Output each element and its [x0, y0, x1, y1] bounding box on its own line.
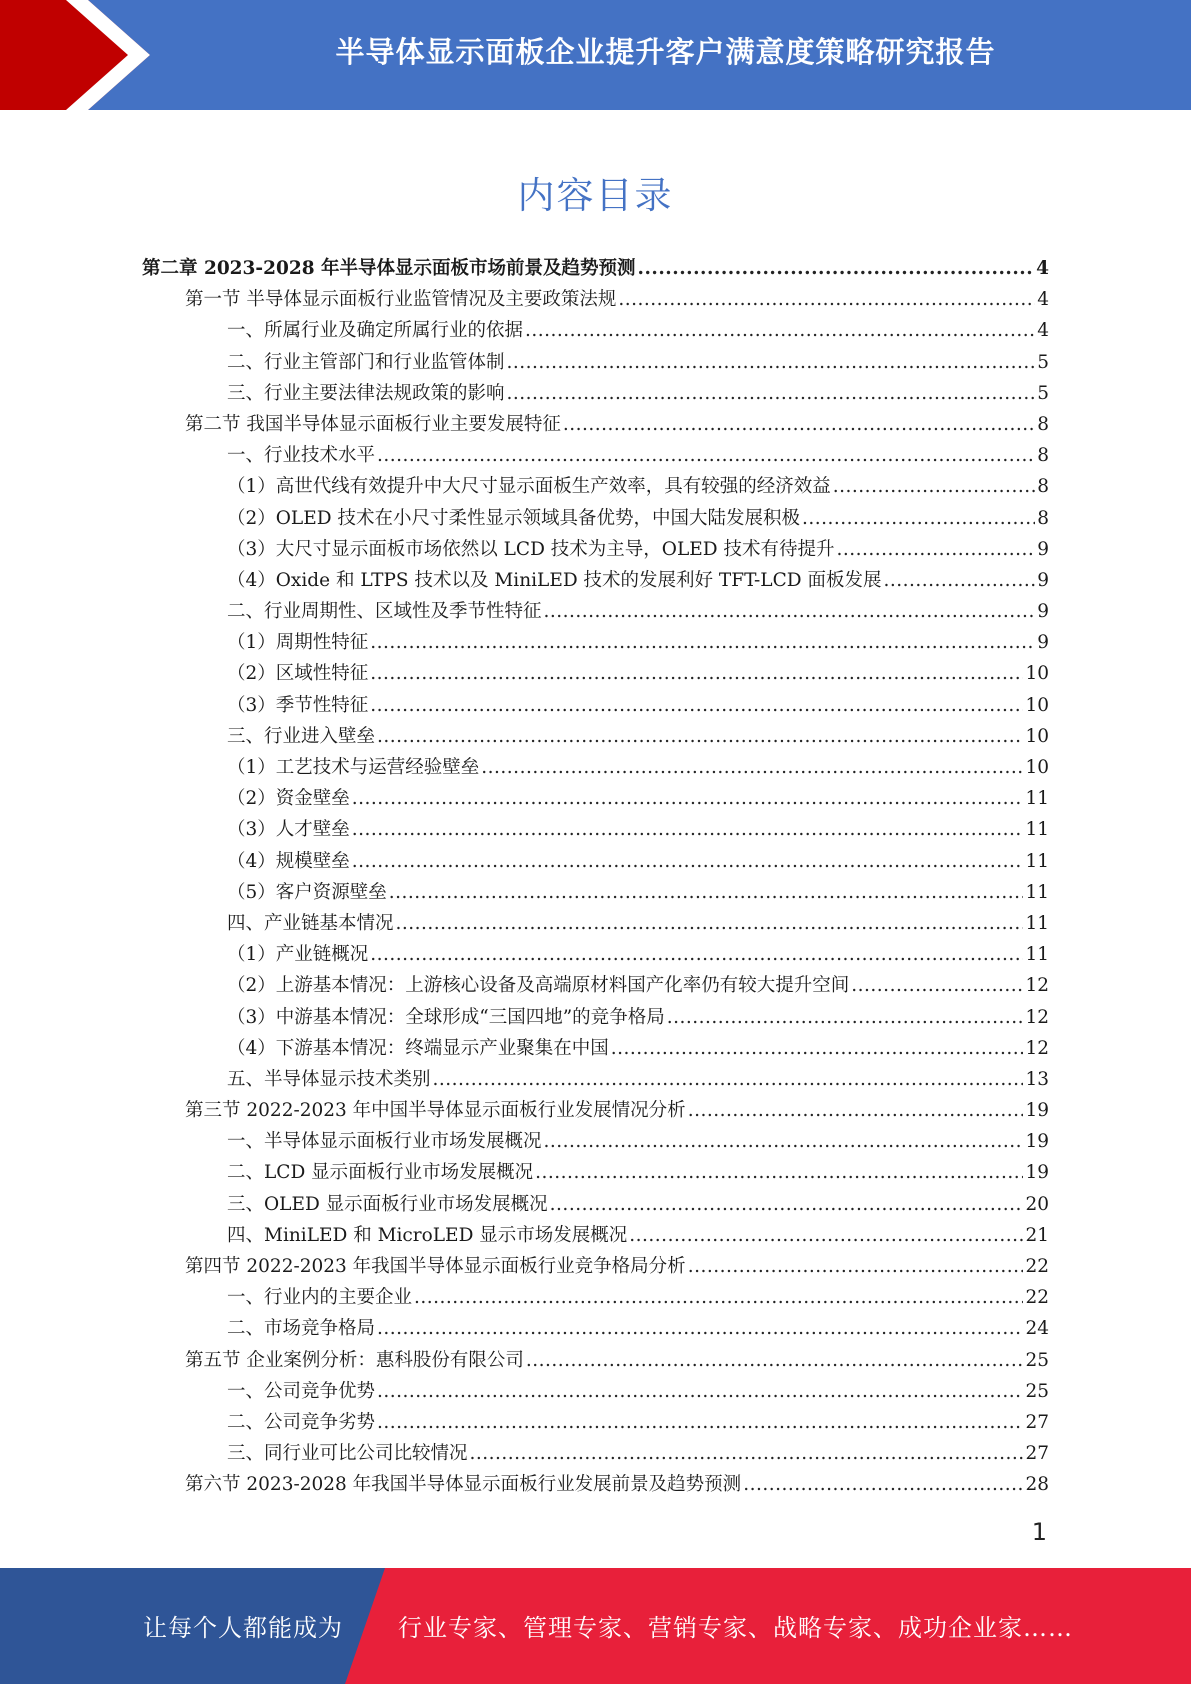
toc-entry-title: （3）季节性特征 [227, 694, 369, 716]
toc-entry[interactable] [142, 1095, 1049, 1126]
toc-entry-title: 第六节 2023-2028 年我国半导体显示面板行业发展前景及趋势预测 [185, 1474, 742, 1496]
toc-entry-title: 一、公司竞争优势 [227, 1380, 376, 1402]
toc-dot-leader [667, 1002, 1024, 1033]
toc-dot-leader [688, 1095, 1024, 1126]
footer-slogan-right: 行业专家、管理专家、营销专家、战略专家、成功企业家…… [398, 1614, 1073, 1642]
toc-dot-leader [433, 1064, 1024, 1095]
toc-entry[interactable] [142, 409, 1049, 440]
toc-entry[interactable] [142, 939, 1049, 970]
toc-entry[interactable] [142, 1189, 1049, 1220]
toc-entry[interactable] [142, 565, 1049, 596]
toc-entry[interactable] [142, 347, 1049, 378]
toc-page-number: 5 [1037, 351, 1049, 373]
toc-entry[interactable] [142, 378, 1049, 409]
toc-entry-title: 三、同行业可比公司比较情况 [227, 1443, 468, 1465]
toc-entry[interactable] [142, 534, 1049, 565]
toc-dot-leader [377, 1376, 1023, 1407]
toc-page-number: 12 [1025, 975, 1049, 997]
toc-dot-leader [370, 627, 1035, 658]
header-banner [0, 0, 1191, 110]
toc-entry[interactable] [142, 471, 1049, 502]
toc-entry[interactable] [142, 783, 1049, 814]
toc-entry[interactable] [142, 1033, 1049, 1064]
toc-dot-leader [851, 970, 1023, 1001]
toc-page-number: 28 [1025, 1474, 1049, 1496]
toc-entry-title: 一、行业内的主要企业 [227, 1287, 413, 1309]
toc-entry[interactable] [142, 315, 1049, 346]
toc-page-number: 8 [1037, 507, 1049, 529]
toc-entry[interactable] [142, 596, 1049, 627]
toc-page-number: 11 [1025, 819, 1049, 841]
toc-entry-title: （3）人才壁垒 [227, 819, 350, 841]
toc-entry[interactable] [142, 627, 1049, 658]
toc-entry[interactable] [142, 970, 1049, 1001]
toc-entry-title: （4）Oxide 和 LTPS 技术以及 MiniLED 技术的发展利好 TFT-LCD 面板发展 [227, 569, 882, 591]
toc-entry-title: 二、行业主管部门和行业监管体制 [227, 351, 505, 373]
toc-entry-title: 三、行业进入壁垒 [227, 725, 376, 747]
toc-entry-title: 第五节 企业案例分析：惠科股份有限公司 [185, 1349, 524, 1371]
toc-dot-leader [389, 877, 1024, 908]
page-number: 1 [1031, 1518, 1047, 1546]
toc-entry[interactable] [142, 1438, 1049, 1469]
toc-dot-leader [836, 534, 1035, 565]
toc-dot-leader [396, 908, 1024, 939]
toc-entry[interactable] [142, 1282, 1049, 1313]
page-title: 内容目录 [517, 174, 674, 217]
table-of-contents [142, 253, 1049, 1501]
toc-page-number: 22 [1025, 1287, 1049, 1309]
toc-dot-leader [370, 658, 1023, 689]
toc-entry-title: （1）工艺技术与运营经验壁垒 [227, 757, 480, 778]
toc-entry[interactable] [142, 1002, 1049, 1033]
toc-entry[interactable] [142, 1313, 1049, 1344]
toc-entry-title: （1）产业链概况 [227, 944, 369, 966]
toc-entry-title: （3）中游基本情况：全球形成“三国四地”的竞争格局 [227, 1006, 665, 1028]
toc-entry[interactable] [142, 690, 1049, 721]
toc-entry[interactable] [142, 503, 1049, 534]
toc-dot-leader [507, 378, 1036, 409]
toc-page-number: 8 [1037, 476, 1049, 498]
toc-dot-leader [544, 596, 1036, 627]
toc-page-number: 10 [1025, 757, 1049, 778]
toc-entry[interactable] [142, 877, 1049, 908]
toc-entry[interactable] [142, 1469, 1049, 1500]
toc-entry[interactable] [142, 1407, 1049, 1438]
toc-dot-leader [544, 1126, 1024, 1157]
toc-entry-title: 一、行业技术水平 [227, 445, 376, 467]
toc-dot-leader [525, 315, 1035, 346]
toc-entry-title: （2）上游基本情况：上游核心设备及高端原材料国产化率仍有较大提升空间 [227, 975, 850, 997]
toc-entry[interactable] [142, 752, 1049, 783]
toc-dot-leader [352, 814, 1024, 845]
toc-dot-leader [377, 721, 1023, 752]
toc-page-number: 21 [1025, 1224, 1049, 1246]
footer-slogan-left: 让每个人都能成为 [143, 1614, 343, 1642]
toc-entry-title: （4）下游基本情况：终端显示产业聚集在中国 [227, 1037, 609, 1059]
toc-entry[interactable] [142, 1220, 1049, 1251]
toc-entry-title: （1）周期性特征 [227, 632, 369, 654]
toc-page-number: 25 [1025, 1349, 1049, 1371]
toc-entry-title: 第二节 我国半导体显示面板行业主要发展特征 [185, 413, 561, 435]
toc-entry-title: 第四节 2022-2023 年我国半导体显示面板行业竞争格局分析 [185, 1256, 686, 1277]
toc-entry-title: 四、产业链基本情况 [227, 912, 394, 934]
toc-page-number: 11 [1025, 944, 1049, 966]
toc-entry-title: 第二章 2023-2028 年半导体显示面板市场前景及趋势预测 [142, 258, 636, 279]
toc-dot-leader [833, 471, 1035, 502]
toc-page-number: 10 [1025, 663, 1049, 685]
toc-page-number: 10 [1025, 694, 1049, 716]
toc-page-number: 10 [1025, 725, 1049, 747]
toc-dot-leader [352, 783, 1024, 814]
toc-entry-title: 第三节 2022-2023 年中国半导体显示面板行业发展情况分析 [185, 1100, 686, 1122]
toc-page-number: 19 [1025, 1100, 1049, 1122]
toc-entry-title: 二、公司竞争劣势 [227, 1411, 376, 1433]
toc-page-number: 9 [1037, 601, 1049, 623]
toc-dot-leader [743, 1469, 1023, 1500]
toc-entry-title: （2）区域性特征 [227, 663, 369, 685]
toc-entry[interactable] [142, 908, 1049, 939]
toc-entry[interactable] [142, 1376, 1049, 1407]
toc-page-number: 4 [1037, 320, 1049, 342]
toc-page-number: 9 [1037, 632, 1049, 654]
toc-page-number: 22 [1025, 1256, 1049, 1277]
toc-dot-leader [507, 347, 1036, 378]
toc-entry-title: （4）规模壁垒 [227, 850, 350, 872]
toc-entry[interactable] [142, 846, 1049, 877]
toc-entry-title: （2）资金壁垒 [227, 788, 350, 810]
toc-entry-title: 一、所属行业及确定所属行业的依据 [227, 320, 524, 342]
toc-entry[interactable] [142, 284, 1049, 315]
toc-page-number: 27 [1025, 1443, 1049, 1465]
toc-entry-title: 第一节 半导体显示面板行业监管情况及主要政策法规 [185, 289, 617, 311]
toc-entry-title: （1）高世代线有效提升中大尺寸显示面板生产效率，具有较强的经济效益 [227, 476, 831, 498]
toc-entry-title: 二、市场竞争格局 [227, 1318, 376, 1340]
toc-entry[interactable] [142, 253, 1049, 284]
toc-page-number: 9 [1037, 569, 1049, 591]
toc-page-number: 11 [1025, 788, 1049, 810]
toc-dot-leader [470, 1438, 1024, 1469]
toc-dot-leader [618, 284, 1035, 315]
toc-dot-leader [377, 440, 1035, 471]
toc-entry-title: （5）客户资源壁垒 [227, 881, 387, 903]
toc-page-number: 4 [1037, 289, 1049, 311]
toc-page-number: 19 [1025, 1131, 1049, 1153]
toc-dot-leader [550, 1189, 1024, 1220]
toc-dot-leader [370, 690, 1023, 721]
toc-dot-leader [370, 939, 1023, 970]
toc-entry[interactable] [142, 1157, 1049, 1188]
toc-dot-leader [563, 409, 1035, 440]
toc-entry-title: 五、半导体显示技术类别 [227, 1068, 431, 1090]
toc-page-number: 24 [1025, 1318, 1049, 1340]
header-red-arrow-decoration [0, 0, 150, 110]
toc-entry[interactable] [142, 1251, 1049, 1282]
toc-dot-leader [611, 1033, 1024, 1064]
toc-entry[interactable] [142, 814, 1049, 845]
toc-dot-leader [352, 846, 1024, 877]
toc-dot-leader [883, 565, 1035, 596]
toc-entry[interactable] [142, 1345, 1049, 1376]
toc-page-number: 11 [1025, 881, 1049, 903]
toc-page-number: 25 [1025, 1380, 1049, 1402]
toc-entry-title: （2）OLED 技术在小尺寸柔性显示领域具备优势，中国大陆发展积极 [227, 507, 800, 529]
toc-page-number: 27 [1025, 1411, 1049, 1433]
toc-entry[interactable] [142, 440, 1049, 471]
toc-page-number: 8 [1037, 445, 1049, 467]
toc-entry-title: 三、OLED 显示面板行业市场发展概况 [227, 1193, 548, 1215]
toc-dot-leader [414, 1282, 1023, 1313]
toc-dot-leader [481, 752, 1023, 783]
toc-dot-leader [688, 1251, 1024, 1282]
toc-page-number: 8 [1037, 413, 1049, 435]
toc-entry[interactable] [142, 1064, 1049, 1095]
toc-dot-leader [377, 1407, 1023, 1438]
toc-entry-title: 二、行业周期性、区域性及季节性特征 [227, 601, 542, 623]
toc-page-number: 5 [1037, 382, 1049, 404]
toc-entry-title: 四、MiniLED 和 MicroLED 显示市场发展概况 [227, 1224, 628, 1246]
footer-banner [0, 1568, 1191, 1684]
toc-entry[interactable] [142, 721, 1049, 752]
toc-dot-leader [535, 1157, 1023, 1188]
toc-entry-title: 一、半导体显示面板行业市场发展概况 [227, 1131, 542, 1153]
toc-page-number: 11 [1025, 912, 1049, 934]
toc-page-number: 20 [1025, 1193, 1049, 1215]
toc-dot-leader [377, 1313, 1023, 1344]
toc-dot-leader [526, 1345, 1024, 1376]
toc-page-number: 13 [1025, 1068, 1049, 1090]
toc-entry[interactable] [142, 658, 1049, 689]
toc-entry[interactable] [142, 1126, 1049, 1157]
toc-entry-title: 二、LCD 显示面板行业市场发展概况 [227, 1162, 534, 1184]
toc-page-number: 12 [1025, 1006, 1049, 1028]
toc-page-number: 9 [1037, 538, 1049, 560]
toc-page-number: 12 [1025, 1037, 1049, 1059]
toc-dot-leader [802, 503, 1035, 534]
toc-dot-leader [638, 253, 1035, 284]
toc-dot-leader [629, 1220, 1023, 1251]
toc-page-number: 19 [1025, 1162, 1049, 1184]
report-title: 半导体显示面板企业提升客户满意度策略研究报告 [335, 35, 996, 69]
toc-entry-title: 三、行业主要法律法规政策的影响 [227, 382, 505, 404]
toc-page-number: 11 [1025, 850, 1049, 872]
toc-page-number: 4 [1036, 258, 1049, 279]
toc-entry-title: （3）大尺寸显示面板市场依然以 LCD 技术为主导，OLED 技术有待提升 [227, 538, 835, 560]
